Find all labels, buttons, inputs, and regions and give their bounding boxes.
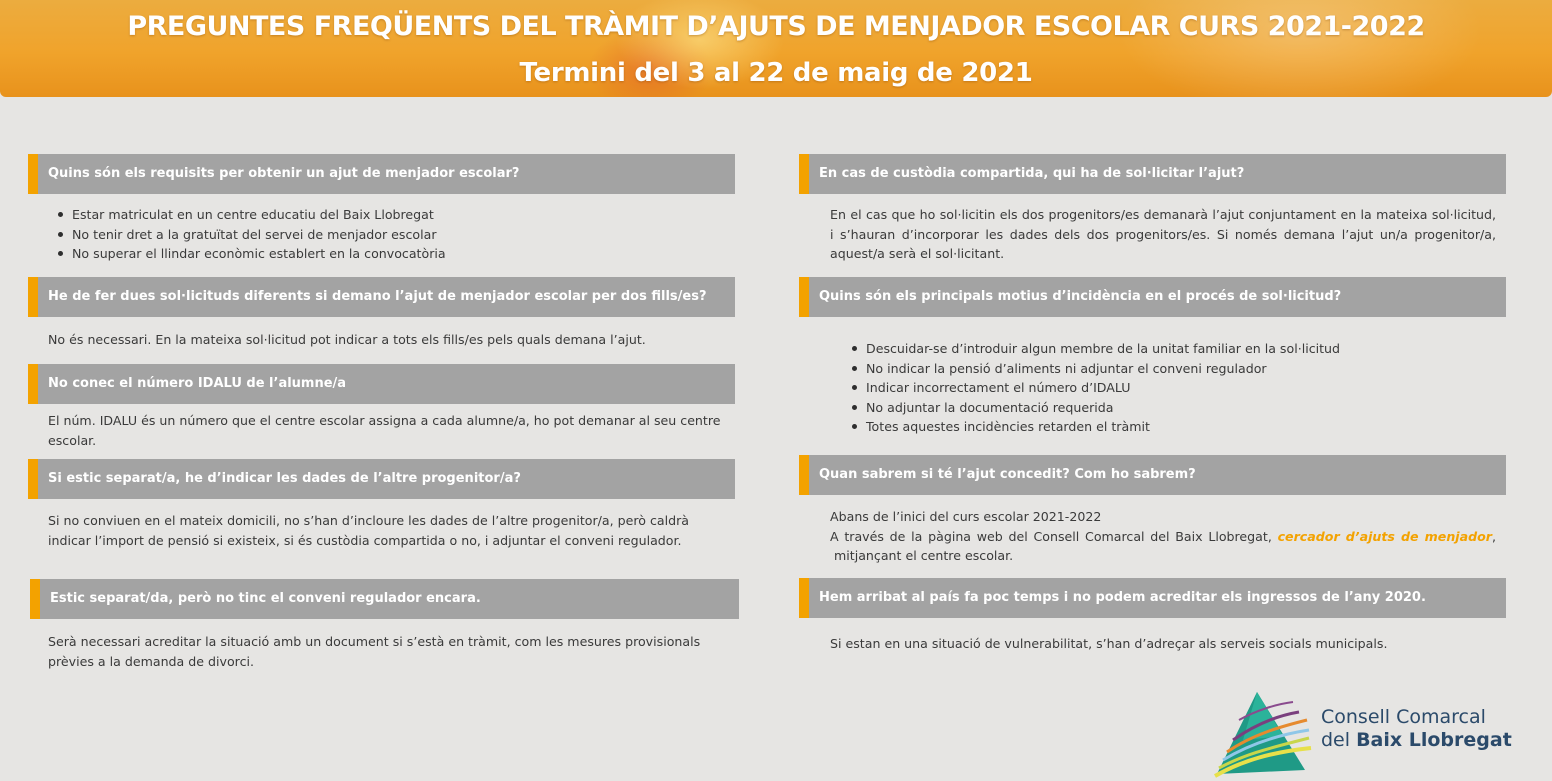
answer-when-granted [830,507,1496,566]
question-incidents: Quins són els principals motius d’incidència en el procés de sol·licitud? [799,277,1506,317]
answer-line: Abans de l’inici del curs escolar 2021-2022 [830,509,1102,524]
answer-idalu: El núm. IDALU és un número que el centre escolar assigna a cada alumne/a, ho pot demanar al seu centre escolar. [48,413,721,448]
logo-icon [1213,690,1313,780]
answer-shared-custody: En el cas que ho sol·licitin els dos progenitors/es demanarà l’ajut conjuntament en la mateixa sol·licitud, i s’hauran d’incorporar les dades dels dos progenitors/es. Si només demana l’ajut un/a progenitor/a, aquest/a serà el sol·licitant. [830,207,1496,261]
page-subtitle: Termini del 3 al 22 de maig de 2021 [519,58,1033,88]
page-title: PREGUNTES FREQÜENTS DEL TRÀMIT D’AJUTS DE MENJADOR ESCOLAR CURS 2021-2022 [127,11,1425,42]
search-aid-link[interactable]: cercador d’ajuts de menjador [1277,528,1492,544]
logo-line-2 [1321,729,1512,752]
list-item: Totes aquestes incidències retarden el tràmit [844,417,1510,437]
answer-separated: Si no conviuen en el mateix domicili, no s’han d’incloure les dades de l’altre progenitor/a, però caldrà indicar l’import de pensió si existeix, si és custòdia compartida o no, i adjuntar el conveni regulador. [48,513,690,548]
list-item: Indicar incorrectament el número d’IDALU [844,378,1510,398]
list-item: No tenir dret a la gratuïtat del servei de menjador escolar [50,225,730,245]
logo-line-1: Consell Comarcal [1321,706,1486,728]
question-two-applications: He de fer dues sol·licituds diferents si demano l’ajut de menjador escolar per dos fills/es? [28,277,735,317]
question-separated: Si estic separat/a, he d’indicar les dades de l’altre progenitor/a? [28,459,735,499]
list-item: No superar el llindar econòmic establert en la convocatòria [50,244,730,264]
logo-line-2-bold: Baix Llobregat [1356,729,1512,751]
answer-no-agreement: Serà necessari acreditar la situació amb un document si s’està en tràmit, com les mesures provisionals prèvies a la demanda de divorci. [48,634,701,669]
answer-requirements [50,205,730,264]
question-when-granted: Quan sabrem si té l’ajut concedit? Com ho sabrem? [799,455,1506,495]
question-recent-arrival: Hem arribat al país fa poc temps i no podem acreditar els ingressos de l’any 2020. [799,578,1506,618]
answer-recent-arrival: Si estan en una situació de vulnerabilitat, s’han d’adreçar als serveis socials municipals. [830,636,1388,651]
question-no-agreement: Estic separat/da, però no tinc el conveni regulador encara. [30,579,739,619]
answer-line: mitjançant el centre escolar. [830,548,1014,563]
list-item: Descuidar-se d’introduir algun membre de la unitat familiar en la sol·licitud [844,339,1510,359]
answer-incidents [844,339,1510,437]
logo-text [1321,706,1512,752]
logo-line-2-prefix: del [1321,729,1357,751]
question-shared-custody: En cas de custòdia compartida, qui ha de sol·licitar l’ajut? [799,154,1506,194]
answer-two-applications: No és necessari. En la mateixa sol·licitud pot indicar a tots els fills/es pels quals demana l’ajut. [48,332,646,347]
list-item: Estar matriculat en un centre educatiu del Baix Llobregat [50,205,730,225]
answer-text: A través de la pàgina web del Consell Comarcal del Baix Llobregat, [830,528,1272,544]
question-requirements: Quins són els requisits per obtenir un ajut de menjador escolar? [28,154,735,194]
answer-line [830,527,1496,547]
list-item: No adjuntar la documentació requerida [844,398,1510,418]
requirements-list [50,205,730,264]
list-item: No indicar la pensió d’aliments ni adjuntar el conveni regulador [844,359,1510,379]
question-idalu: No conec el número IDALU de l’alumne/a [28,364,735,404]
answer-text: , [1491,528,1496,544]
incidents-list [844,339,1510,437]
header-banner [0,0,1552,97]
